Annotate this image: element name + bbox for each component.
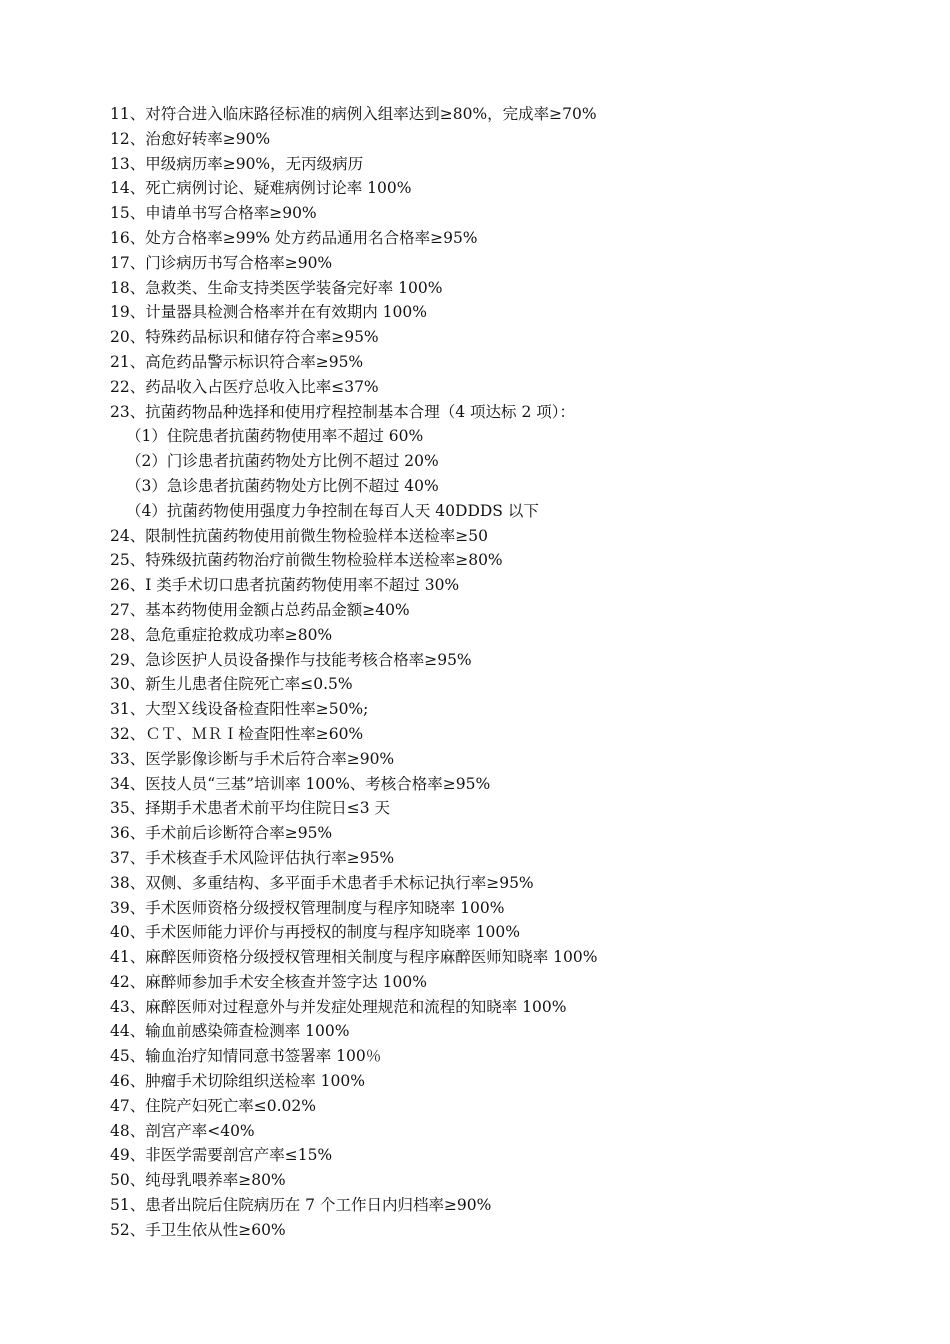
list-item: 15、申请单书写合格率≥90% [110, 204, 317, 223]
sub-list-item: （2）门诊患者抗菌药物处方比例不超过 20% [126, 452, 439, 471]
list-item: 23、抗菌药物品种选择和使用疗程控制基本合理（4 项达标 2 项）： [110, 402, 575, 421]
list-item: 13、甲级病历率≥90%，无丙级病历 [110, 154, 364, 173]
list-item: 29、急诊医护人员设备操作与技能考核合格率≥95% [110, 650, 472, 669]
list-item: 18、急救类、生命支持类医学装备完好率 100% [110, 278, 443, 297]
list-item: 22、药品收入占医疗总收入比率≤37% [110, 377, 379, 396]
list-item: 40、手术医师能力评价与再授权的制度与程序知晓率 100% [110, 923, 520, 942]
list-item: 36、手术前后诊断符合率≥95% [110, 824, 333, 843]
list-item: 16、处方合格率≥99% 处方药品通用名合格率≥95% [110, 228, 478, 247]
list-item: 34、医技人员“三基”培训率 100%、考核合格率≥95% [110, 774, 491, 793]
sub-list-item: （1）住院患者抗菌药物使用率不超过 60% [126, 427, 424, 446]
list-item: 50、纯母乳喂养率≥80% [110, 1171, 286, 1190]
list-item: 42、麻醉师参加手术安全核查并签字达 100% [110, 972, 427, 991]
list-item: 27、基本药物使用金额占总药品金额≥40% [110, 600, 410, 619]
list-item: 14、死亡病例讨论、疑难病例讨论率 100% [110, 179, 412, 198]
list-item: 38、双侧、多重结构、多平面手术患者手术标记执行率≥95% [110, 873, 534, 892]
sub-list-item: （4）抗菌药物使用强度力争控制在每百人天 40DDDS 以下 [126, 501, 539, 520]
list-item: 41、麻醉医师资格分级授权管理相关制度与程序麻醉医师知晓率 100% [110, 948, 598, 967]
list-item: 43、麻醉医师对过程意外与并发症处理规范和流程的知晓率 100% [110, 997, 567, 1016]
list-item: 33、医学影像诊断与手术后符合率≥90% [110, 749, 395, 768]
sub-list-item: （3）急诊患者抗菌药物处方比例不超过 40% [126, 476, 439, 495]
list-item: 47、住院产妇死亡率≤0.02% [110, 1096, 316, 1115]
list-item: 39、手术医师资格分级授权管理制度与程序知晓率 100% [110, 898, 505, 917]
list-item: 12、治愈好转率≥90% [110, 129, 271, 148]
list-item: 32、ＣＴ、ＭＲＩ检查阳性率≥60% [110, 724, 364, 743]
list-item: 25、特殊级抗菌药物治疗前微生物检验样本送检率≥80% [110, 551, 503, 570]
indicator-list [110, 102, 890, 1243]
list-item: 44、输血前感染筛查检测率 100% [110, 1022, 350, 1041]
list-item: 24、限制性抗菌药物使用前微生物检验样本送检率≥50 [110, 526, 488, 545]
list-item: 52、手卫生依从性≥60% [110, 1220, 286, 1239]
list-item: 37、手术核查手术风险评估执行率≥95% [110, 848, 395, 867]
list-item: 11、对符合进入临床路径标准的病例入组率达到≥80%，完成率≥70% [110, 105, 597, 123]
list-item: 35、择期手术患者术前平均住院日≤3 天 [110, 799, 391, 818]
list-item: 19、计量器具检测合格率并在有效期内 100% [110, 303, 427, 322]
list-item: 28、急危重症抢救成功率≥80% [110, 625, 333, 644]
list-item: 46、肿瘤手术切除组织送检率 100% [110, 1072, 365, 1091]
list-item: 26、I 类手术切口患者抗菌药物使用率不超过 30% [110, 576, 460, 595]
list-item: 30、新生儿患者住院死亡率≤0.5% [110, 675, 353, 694]
list-item: 51、患者出院后住院病历在 7 个工作日内归档率≥90% [110, 1196, 492, 1215]
list-item: 45、输血治疗知情同意书签署率 100％ [110, 1047, 382, 1066]
list-item: 21、高危药品警示标识符合率≥95% [110, 352, 364, 371]
list-item: 31、大型Ｘ线设备检查阳性率≥50%; [110, 700, 369, 719]
list-item: 20、特殊药品标识和储存符合率≥95% [110, 328, 379, 347]
list-item: 49、非医学需要剖宫产率≤15% [110, 1146, 333, 1165]
list-item: 48、剖宫产率<40% [110, 1121, 255, 1140]
list-item: 17、门诊病历书写合格率≥90% [110, 253, 333, 272]
